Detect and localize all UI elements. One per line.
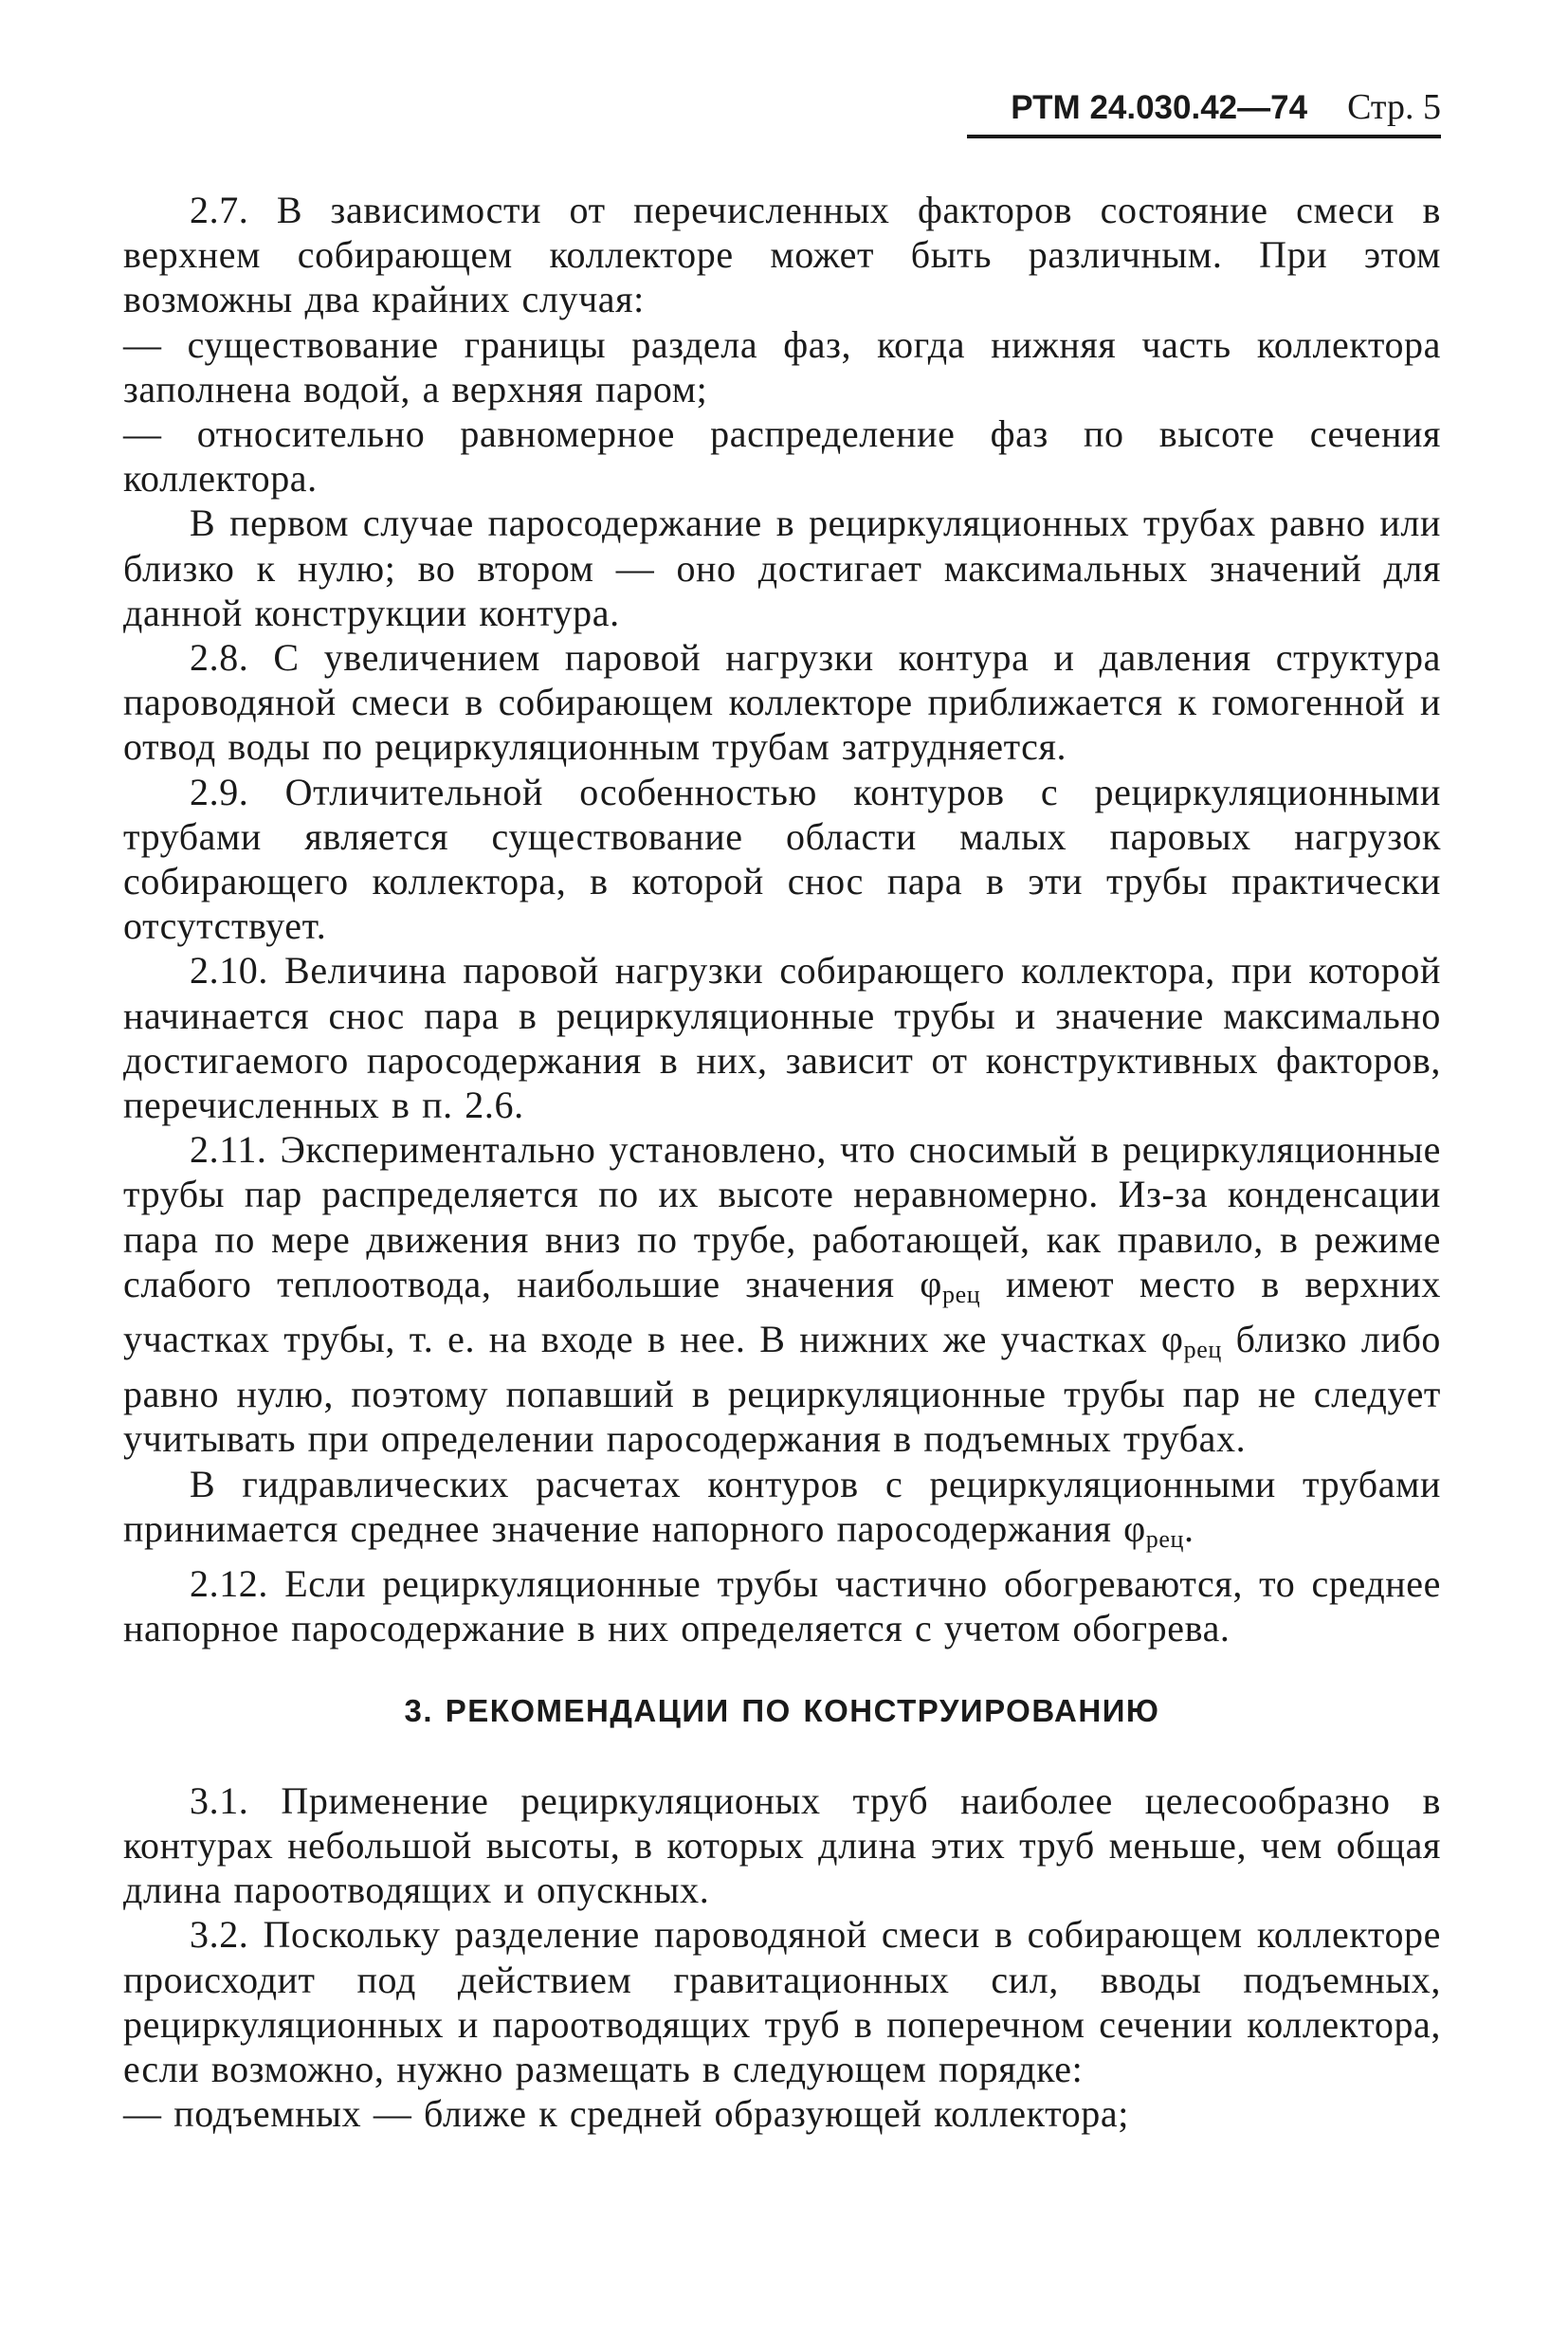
paragraph-3-2-dash-item: — подъемных — ближе к средней образующей коллектора; [123, 2092, 1129, 2136]
paragraph-2-11-text: близко либо равно нулю, поэтому попавший в рециркуляционные трубы пар не следует учитывать при определении паросодержания в подъемных трубах. [123, 1318, 1442, 1461]
phi-symbol [1160, 1318, 1222, 1364]
phi-letter: φ [1160, 1318, 1184, 1361]
phi-subscript: рец [1145, 1524, 1185, 1553]
paragraph-3-2: 3.2. Поскольку разделение пароводяной смеси в собирающем коллекторе происходит под действием гравитационных сил, вводы подъемных, рециркуляционных и пароотводящих труб в поперечном сечении коллектора, если возможно, нужно размещать в следующем порядке: [123, 1913, 1441, 2090]
paragraph-2-7: 2.7. В зависимости от перечисленных факторов состояние смеси в верхнем собирающем коллекторе может быть различным. При этом возможны два крайних случая: [123, 189, 1441, 321]
paragraph-2-7-continuation: В первом случае паросодержание в рециркуляционных трубах равно или близко к нулю; во втором — оно достигает максимальных значений для данной конструкции контура. [123, 501, 1441, 634]
paragraph-2-7-dash-item: — относительно равномерное распределение фаз по высоте сечения коллектора. [123, 412, 1441, 501]
paragraph-2-11-continuation-text: В гидравлических расчетах контуров с рециркуляционными трубами принимается среднее значение напорного паросодержания [123, 1462, 1441, 1550]
paragraph-2-11-continuation [123, 1462, 1441, 1561]
phi-letter: φ [920, 1262, 942, 1305]
phi-subscript: рец [941, 1280, 981, 1308]
paragraph-3-1: 3.1. Применение рециркуляционых труб наиболее целесообразно в контурах небольшой высоты, в которых длина этих труб меньше, чем общая длина пароотводящих и опускных. [123, 1778, 1441, 1912]
paragraph-2-12: 2.12. Если рециркуляционные трубы частично обогреваются, то среднее напорное паросодержание в них определяется с учетом обогрева. [123, 1562, 1441, 1650]
paragraph-2-7-dash-item: — существование границы раздела фаз, когда нижняя часть коллектора заполнена водой, а верхняя паром; [123, 322, 1441, 410]
paragraph-2-8: 2.8. С увеличением паровой нагрузки контура и давления структура пароводяной смеси в собирающем коллекторе приближается к гомогенной и отвод воды по рециркуляционным трубам затрудняется. [123, 636, 1441, 769]
paragraph-2-11-text: имеют место в верхних участках трубы, т. е. на входе в нее. В нижних же участках [123, 1262, 1441, 1361]
phi-subscript: рец [1183, 1336, 1222, 1364]
document-code: РТМ 24.030.42—74 [1011, 89, 1308, 126]
sentence-end: . [1184, 1506, 1194, 1550]
body-text [123, 188, 1441, 2136]
paragraph-2-10: 2.10. Величина паровой нагрузки собирающего коллектора, при которой начинается снос пара в рециркуляционные трубы и значение максимально достигаемого паросодержания в них, зависит от конструктивных факторов, перечисленных в п. 2.6. [123, 949, 1441, 1127]
paragraph-2-11 [123, 1127, 1441, 1461]
running-header [967, 89, 1441, 138]
phi-mean-symbol [1123, 1506, 1185, 1553]
phi-letter: φ [1123, 1506, 1146, 1550]
paragraph-2-11-text: 2.11. Экспериментально установлено, что сносимый в рециркуляционные трубы пар распределяется по их высоте неравномерно. Из-за конденсации пара по мере движения вниз по трубе, работающей, как правило, в режиме слабого теплоотвода, наибольшие значения [123, 1128, 1441, 1305]
phi-symbol [920, 1262, 981, 1308]
page-number: Стр. 5 [1347, 87, 1441, 127]
paragraph-2-9: 2.9. Отличительной особенностью контуров с рециркуляционными трубами является существование области малых паровых нагрузок собирающего коллектора, в которой снос пара в эти трубы практически отсутствует. [123, 770, 1441, 948]
section-3-heading: 3. РЕКОМЕНДАЦИИ ПО КОНСТРУИРОВАНИЮ [404, 1692, 1160, 1728]
